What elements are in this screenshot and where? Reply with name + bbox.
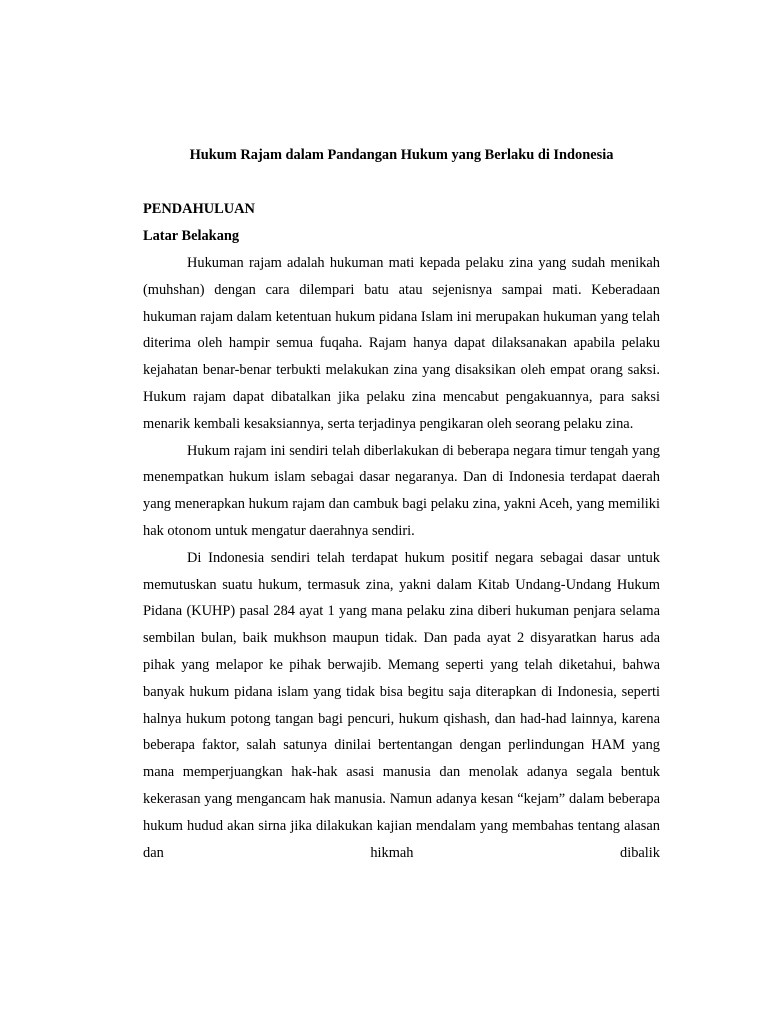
paragraph-3: Di Indonesia sendiri telah terdapat hukum positif negara sebagai dasar untuk memutuskan suatu hukum, termasuk zina, yakni dalam Kitab Undang-Undang Hukum Pidana (KUHP) pasal 284 ayat 1 yang mana pelaku zina diberi hukuman penjara selama sembilan bulan, baik mukhson maupun tidak. Dan pada ayat 2 disyaratkan harus ada pihak yang melapor ke pihak berwajib. Memang seperti yang telah diketahui, bahwa banyak hukum pidana islam yang tidak bisa begitu saja diterapkan di Indonesia, seperti halnya hukum potong tangan bagi pencuri, hukum qishash, dan had-had lainnya, karena beberapa faktor, salah satunya dinilai bertentangan dengan perlindungan HAM yang mana memperjuangkan hak-hak asasi manusia dan menolak adanya segala bentuk kekerasan yang mengancam hak manusia. Namun adanya kesan “kejam” dalam beberapa hukum hudud akan sirna jika dilakukan kajian mendalam yang membahas tentang alasan dan hikmah dibalik (143, 549, 660, 861)
document-title: Hukum Rajam dalam Pandangan Hukum yang Berlaku di Indonesia (189, 147, 614, 163)
paragraph-1: Hukuman rajam adalah hukuman mati kepada pelaku zina yang sudah menikah (muhshan) dengan cara dilempari batu atau sejenisnya sampai mati. Keberadaan hukuman rajam dalam ketentuan hukum pidana Islam ini merupakan hukuman yang telah diterima oleh hampir semua fuqaha. Rajam hanya dapat dilaksanakan apabila pelaku kejahatan benar-benar terbukti melakukan zina yang disaksikan oleh empat orang saksi. Hukum rajam dapat dibatalkan jika pelaku zina mencabut pengakuannya, para saksi menarik kembali kesaksiannya, serta terjadinya pengikaran oleh seorang pelaku zina. (143, 255, 660, 432)
paragraph-2: Hukum rajam ini sendiri telah diberlakukan di beberapa negara timur tengah yang menempatkan hukum islam sebagai dasar negaranya. Dan di Indonesia terdapat daerah yang menerapkan hukum rajam dan cambuk bagi pelaku zina, yakni Aceh, yang memiliki hak otonom untuk mengatur daerahnya sendiri. (143, 442, 660, 539)
document-body (143, 250, 660, 866)
section-heading: PENDAHULUAN (143, 201, 255, 217)
sub-heading: Latar Belakang (143, 228, 240, 244)
